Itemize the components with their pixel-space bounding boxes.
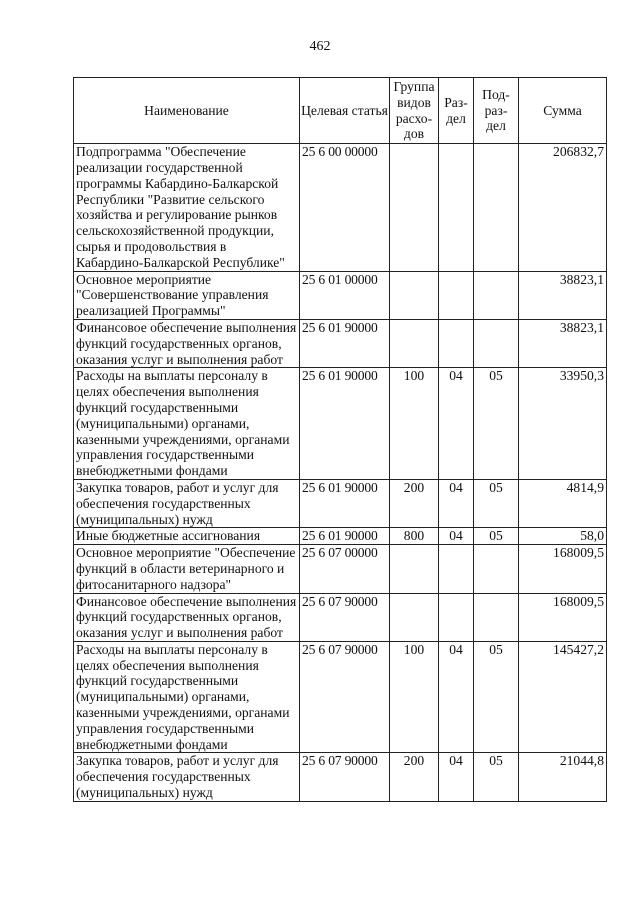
row-name: Закупка товаров, работ и услуг для обеспечения государственных (муниципальных) нужд — [74, 753, 300, 801]
row-target-article: 25 6 00 00000 — [300, 144, 390, 271]
row-name: Финансовое обеспечение выполнения функций государственных органов, оказания услуг и выполнения работ — [74, 593, 300, 641]
row-subsection: 05 — [474, 753, 519, 801]
table-row — [74, 479, 607, 527]
row-section — [439, 271, 474, 319]
row-name: Основное мероприятие "Совершенствование управления реализацией Программы" — [74, 271, 300, 319]
row-section — [439, 593, 474, 641]
row-expense-group: 200 — [390, 753, 439, 801]
row-sum: 38823,1 — [519, 319, 607, 367]
row-name: Иные бюджетные ассигнования — [74, 528, 300, 545]
row-section — [439, 144, 474, 271]
row-target-article: 25 6 01 00000 — [300, 271, 390, 319]
row-target-article: 25 6 01 90000 — [300, 479, 390, 527]
table-row — [74, 271, 607, 319]
row-subsection — [474, 545, 519, 593]
row-subsection — [474, 144, 519, 271]
row-sum: 206832,7 — [519, 144, 607, 271]
row-target-article: 25 6 07 90000 — [300, 641, 390, 753]
row-section — [439, 319, 474, 367]
table-row — [74, 319, 607, 367]
row-sum: 33950,3 — [519, 368, 607, 480]
row-target-article: 25 6 01 90000 — [300, 319, 390, 367]
row-expense-group: 100 — [390, 368, 439, 480]
header-sum: Сумма — [519, 78, 607, 144]
table-row — [74, 368, 607, 480]
row-sum: 4814,9 — [519, 479, 607, 527]
row-sum: 38823,1 — [519, 271, 607, 319]
row-expense-group — [390, 545, 439, 593]
row-expense-group — [390, 271, 439, 319]
row-section — [439, 545, 474, 593]
header-name: Наименование — [74, 78, 300, 144]
row-sum: 168009,5 — [519, 545, 607, 593]
row-subsection: 05 — [474, 641, 519, 753]
row-expense-group: 200 — [390, 479, 439, 527]
table-row — [74, 641, 607, 753]
table-row — [74, 545, 607, 593]
header-subsection: Под-раз-дел — [474, 78, 519, 144]
table-header-row — [74, 78, 607, 144]
row-section: 04 — [439, 368, 474, 480]
row-name: Расходы на выплаты персоналу в целях обеспечения выполнения функций государственными (муниципальными) органами, казенными учреждениями, органами управления государственными внебюджетными фондами — [74, 641, 300, 753]
row-name: Финансовое обеспечение выполнения функций государственных органов, оказания услуг и выполнения работ — [74, 319, 300, 367]
row-name: Закупка товаров, работ и услуг для обеспечения государственных (муниципальных) нужд — [74, 479, 300, 527]
row-subsection — [474, 319, 519, 367]
table-row — [74, 593, 607, 641]
row-sum: 168009,5 — [519, 593, 607, 641]
row-target-article: 25 6 07 00000 — [300, 545, 390, 593]
row-expense-group: 100 — [390, 641, 439, 753]
row-name: Подпрограмма "Обеспечение реализации государственной программы Кабардино-Балкарской Республики "Развитие сельского хозяйства и регулирование рынков сельскохозяйственной продукции, сырья и продовольствия в Кабардино-Балкарской Республике" — [74, 144, 300, 271]
row-sum: 145427,2 — [519, 641, 607, 753]
row-sum: 58,0 — [519, 528, 607, 545]
budget-table — [73, 77, 607, 802]
row-section: 04 — [439, 641, 474, 753]
row-subsection — [474, 593, 519, 641]
row-target-article: 25 6 07 90000 — [300, 593, 390, 641]
row-expense-group: 800 — [390, 528, 439, 545]
row-expense-group — [390, 593, 439, 641]
page-number: 462 — [309, 39, 331, 54]
header-expense-group: Группа видов расхо-дов — [390, 78, 439, 144]
row-target-article: 25 6 07 90000 — [300, 753, 390, 801]
row-name: Расходы на выплаты персоналу в целях обеспечения выполнения функций государственными (муниципальными) органами, казенными учреждениями, органами управления государственными внебюджетными фондами — [74, 368, 300, 480]
table-row — [74, 144, 607, 271]
row-subsection: 05 — [474, 479, 519, 527]
row-target-article: 25 6 01 90000 — [300, 528, 390, 545]
row-subsection — [474, 271, 519, 319]
table-row — [74, 753, 607, 801]
row-subsection: 05 — [474, 528, 519, 545]
row-section: 04 — [439, 753, 474, 801]
row-target-article: 25 6 01 90000 — [300, 368, 390, 480]
row-section: 04 — [439, 479, 474, 527]
row-subsection: 05 — [474, 368, 519, 480]
row-expense-group — [390, 319, 439, 367]
row-expense-group — [390, 144, 439, 271]
header-target-article: Целевая статья — [300, 78, 390, 144]
table-row — [74, 528, 607, 545]
row-name: Основное мероприятие "Обеспечение функций в области ветеринарного и фитосанитарного надзора" — [74, 545, 300, 593]
row-sum: 21044,8 — [519, 753, 607, 801]
header-section: Раз-дел — [439, 78, 474, 144]
row-section: 04 — [439, 528, 474, 545]
